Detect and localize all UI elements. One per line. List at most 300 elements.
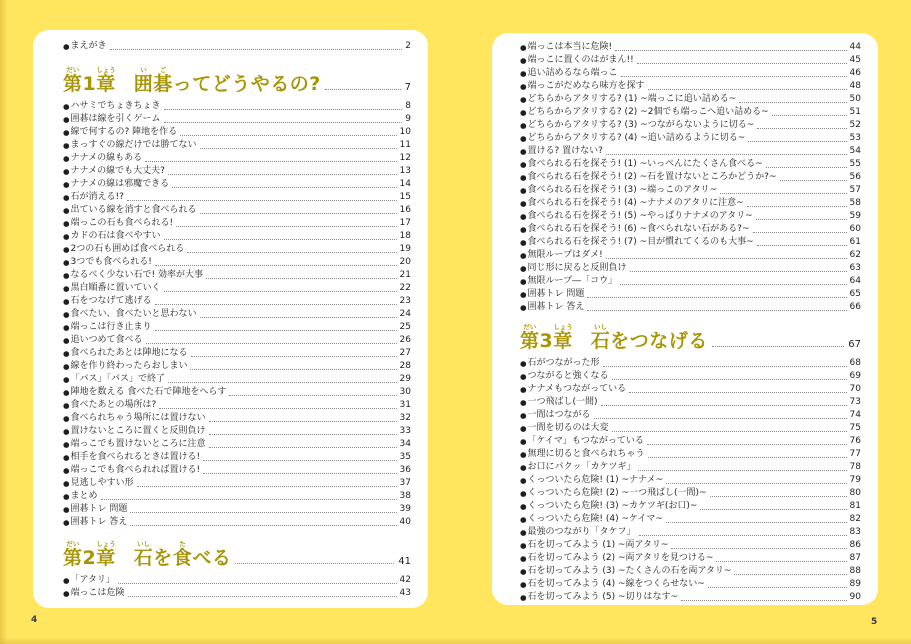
toc-entry-label: 囲碁トレ 問題 xyxy=(527,289,585,299)
bullet-icon: ● xyxy=(63,271,70,280)
bullet-icon: ● xyxy=(520,277,527,286)
toc-entry xyxy=(63,333,411,346)
bullet-icon: ● xyxy=(520,450,527,459)
bullet-icon: ● xyxy=(520,411,527,420)
toc-entry xyxy=(520,538,861,551)
dot-leader xyxy=(648,457,847,458)
dot-leader xyxy=(594,418,847,419)
toc-entry-label: 食べたい、食べたいと思わない xyxy=(70,309,197,319)
chapter-1-heading xyxy=(63,66,411,94)
toc-entry-page: 48 xyxy=(849,81,861,91)
bullet-icon: ● xyxy=(520,69,527,78)
toc-entry-page: 90 xyxy=(849,592,861,602)
toc-entry-label: 食べられる石を探そう! (2) ~石を置けないところかどうか?~ xyxy=(527,172,777,182)
toc-entry-label: 置ける? 置けない? xyxy=(527,146,603,156)
dot-leader xyxy=(629,392,846,393)
dot-leader xyxy=(647,444,847,445)
toc-entry-label: 食べられる石を探そう! (4) ~ナナメのアタリに注意~ xyxy=(527,198,744,208)
toc-entry-page: 54 xyxy=(849,146,861,156)
dot-leader xyxy=(766,167,847,168)
dot-leader xyxy=(187,252,396,253)
bullet-icon: ● xyxy=(63,414,70,423)
dot-leader xyxy=(753,232,847,233)
dot-leader xyxy=(110,49,403,50)
bullet-icon: ● xyxy=(520,121,527,130)
bullet-icon: ● xyxy=(63,154,70,163)
toc-entry-page: 20 xyxy=(399,257,411,267)
toc-entry xyxy=(520,590,861,603)
toc-entry xyxy=(63,424,411,437)
toc-entry-page: 25 xyxy=(399,322,411,332)
bullet-icon: ● xyxy=(63,518,70,527)
toc-entry-label: まとめ xyxy=(70,491,98,501)
dot-leader xyxy=(587,297,846,298)
toc-entry xyxy=(63,255,411,268)
toc-entry xyxy=(520,382,861,395)
toc-entry-page: 70 xyxy=(849,384,861,394)
bullet-icon: ● xyxy=(63,349,70,358)
toc-entry-page: 9 xyxy=(405,114,411,124)
dot-leader xyxy=(229,395,396,396)
toc-entry-label: 一間を切るのは大変 xyxy=(527,423,609,433)
toc-entry xyxy=(520,235,861,248)
toc-entry-label: お口にパクッ「カケツギ」 xyxy=(527,462,636,472)
bullet-icon: ● xyxy=(520,463,527,472)
toc-entry xyxy=(520,512,861,525)
toc-entry-page: 36 xyxy=(399,465,411,475)
toc-entry-page: 31 xyxy=(399,400,411,410)
bullet-icon: ● xyxy=(63,128,70,137)
toc-entry xyxy=(63,190,411,203)
toc-entry-front-matter xyxy=(63,39,411,52)
toc-entry xyxy=(63,99,411,112)
toc-entry-label: 線で何するの? 陣地を作る xyxy=(70,127,178,137)
dot-leader xyxy=(164,291,397,292)
toc-entry-page: 15 xyxy=(399,192,411,202)
toc-entry-label: 「アタリ」 xyxy=(70,575,115,585)
toc-entry-label: 食べられる石を探そう! (1) ~いっぺんにたくさん食べる~ xyxy=(527,159,763,169)
bullet-icon: ● xyxy=(520,385,527,394)
toc-entry xyxy=(520,460,861,473)
toc-entry-page: 59 xyxy=(849,211,861,221)
toc-entry-label: 囲碁トレ 答え xyxy=(70,517,128,527)
toc-entry xyxy=(63,216,411,229)
toc-entry xyxy=(520,118,861,131)
toc-entry xyxy=(520,157,861,170)
toc-entry-page: 8 xyxy=(405,101,411,111)
dot-leader xyxy=(128,596,397,597)
dot-leader xyxy=(603,366,847,367)
bullet-icon: ● xyxy=(520,502,527,511)
bullet-icon: ● xyxy=(63,284,70,293)
toc-entry-label: どちらからアタリする? (4) ~追い詰めるように切る~ xyxy=(527,133,746,143)
dot-leader xyxy=(637,63,847,64)
bullet-icon: ● xyxy=(520,225,527,234)
dot-leader xyxy=(203,460,396,461)
toc-entry-page: 23 xyxy=(399,296,411,306)
toc-entry-page: 21 xyxy=(399,270,411,280)
toc-entry-page: 66 xyxy=(849,302,861,312)
toc-entry-page: 87 xyxy=(849,553,861,563)
toc-entry xyxy=(63,515,411,528)
dot-leader xyxy=(137,486,397,487)
dot-leader xyxy=(146,343,397,344)
toc-entry xyxy=(63,437,411,450)
toc-entry-page: 22 xyxy=(399,283,411,293)
toc-entry xyxy=(520,486,861,499)
toc-entry-page: 60 xyxy=(849,224,861,234)
toc-entry-label: 石を切ってみよう (2) ~両アタリを見つける~ xyxy=(527,553,714,563)
dot-leader xyxy=(747,206,847,207)
toc-entry-label: 石を切ってみよう (5) ~切りはなす~ xyxy=(527,592,679,602)
dot-leader xyxy=(200,317,397,318)
bullet-icon: ● xyxy=(63,427,70,436)
bullet-icon: ● xyxy=(63,115,70,124)
toc-entry xyxy=(520,369,861,382)
chapter-2-page: 41 xyxy=(398,556,411,567)
chapter-3-number: だい 第 3 しょう 章 xyxy=(520,323,573,351)
chapter-3-entries xyxy=(520,356,861,603)
toc-entry-page: 10 xyxy=(399,127,411,137)
dot-leader xyxy=(200,148,397,149)
toc-entry-label: 出ている線を消すと食べられる xyxy=(70,205,197,215)
toc-entry xyxy=(63,268,411,281)
toc-entry-page: 50 xyxy=(849,94,861,104)
toc-entry-page: 13 xyxy=(399,166,411,176)
bullet-icon: ● xyxy=(63,297,70,306)
bullet-icon: ● xyxy=(63,180,70,189)
bullet-icon: ● xyxy=(520,515,527,524)
toc-entry-page: 33 xyxy=(399,426,411,436)
toc-entry-page: 79 xyxy=(849,475,861,485)
toc-entry-page: 69 xyxy=(849,371,861,381)
toc-entry-label: 石を切ってみよう (1) ~両アタリ~ xyxy=(527,540,669,550)
dot-leader xyxy=(190,369,396,370)
bullet-icon: ● xyxy=(63,245,70,254)
bullet-icon: ● xyxy=(520,82,527,91)
toc-entry xyxy=(63,398,411,411)
toc-entry xyxy=(63,203,411,216)
toc-entry xyxy=(63,450,411,463)
toc-entry-label: 端っこは行き止まり xyxy=(70,322,152,332)
dot-leader xyxy=(130,512,396,513)
toc-entry xyxy=(520,92,861,105)
dot-leader xyxy=(130,525,396,526)
toc-entry-page: 51 xyxy=(849,107,861,117)
dot-leader xyxy=(325,89,401,90)
toc-entry-label: どちらからアタリする? (3) ~つながらないように切る~ xyxy=(527,120,755,130)
dot-leader xyxy=(620,284,846,285)
bullet-icon: ● xyxy=(63,492,70,501)
dot-leader xyxy=(164,109,403,110)
bullet-icon: ● xyxy=(63,336,70,345)
toc-entry-page: 61 xyxy=(849,237,861,247)
bullet-icon: ● xyxy=(63,576,70,585)
toc-entry-page: 2 xyxy=(405,41,411,51)
toc-entry-page: 39 xyxy=(399,504,411,514)
toc-entry-page: 86 xyxy=(849,540,861,550)
toc-entry xyxy=(520,551,861,564)
dot-leader xyxy=(235,563,394,564)
dot-leader xyxy=(155,330,397,331)
bullet-icon: ● xyxy=(63,193,70,202)
toc-entry-label: 陣地を数える 食べた石で陣地をへらす xyxy=(70,387,227,397)
bullet-icon: ● xyxy=(520,186,527,195)
dot-leader xyxy=(191,356,397,357)
dot-leader xyxy=(209,434,397,435)
dot-leader xyxy=(712,346,844,347)
bullet-icon: ● xyxy=(63,258,70,267)
toc-entry-label: 囲碁は線を引くゲーム xyxy=(70,114,161,124)
bullet-icon: ● xyxy=(63,479,70,488)
dot-leader xyxy=(176,226,396,227)
toc-entry xyxy=(520,564,861,577)
toc-page-left xyxy=(33,30,428,608)
dot-leader xyxy=(209,421,397,422)
toc-entry xyxy=(520,170,861,183)
toc-entry-label: 石をつなげて逃げる xyxy=(70,296,152,306)
bullet-icon: ● xyxy=(520,541,527,550)
toc-entry-label: 食べられる石を探そう! (3) ~端っこのアタリ~ xyxy=(527,185,718,195)
dot-leader xyxy=(671,548,846,549)
toc-entry xyxy=(520,79,861,92)
toc-entry xyxy=(63,586,411,599)
toc-entry-page: 26 xyxy=(399,335,411,345)
toc-entry-page: 11 xyxy=(399,140,411,150)
dot-leader xyxy=(127,200,397,201)
bullet-icon: ● xyxy=(63,466,70,475)
chapter-2-title: いし 石 を た 食 べる xyxy=(133,540,232,568)
toc-entry-page: 17 xyxy=(399,218,411,228)
toc-entry-label: 食べたあとの場所は? xyxy=(70,400,157,410)
dot-leader xyxy=(203,473,396,474)
toc-entry-page: 28 xyxy=(399,361,411,371)
toc-entry xyxy=(520,40,861,53)
toc-entry-label: 「ケイマ」もつながっている xyxy=(527,436,644,446)
toc-entry-label: 石を切ってみよう (3) ~たくさんの石を両アタリ~ xyxy=(527,566,732,576)
toc-entry-page: 34 xyxy=(399,439,411,449)
bullet-icon: ● xyxy=(63,232,70,241)
dot-leader xyxy=(621,76,847,77)
bullet-icon: ● xyxy=(63,375,70,384)
toc-entry xyxy=(520,261,861,274)
bullet-icon: ● xyxy=(520,424,527,433)
toc-entry-label: つながると強くなる xyxy=(527,371,609,381)
dot-leader xyxy=(772,115,847,116)
dot-leader xyxy=(630,271,847,272)
bullet-icon: ● xyxy=(520,43,527,52)
toc-entry-label: くっついたら危険! (2) ~一つ飛ばし(一間)~ xyxy=(527,488,707,498)
dot-leader xyxy=(601,405,847,406)
toc-entry xyxy=(63,320,411,333)
dot-leader xyxy=(720,193,846,194)
dot-leader xyxy=(780,180,847,181)
toc-entry xyxy=(63,307,411,320)
bullet-icon: ● xyxy=(63,323,70,332)
dot-leader xyxy=(734,574,846,575)
toc-entry xyxy=(63,294,411,307)
dot-leader xyxy=(606,154,847,155)
toc-entry-label: 最強のつながり「タケフ」 xyxy=(527,527,636,537)
bullet-icon: ● xyxy=(520,56,527,65)
toc-entry xyxy=(520,222,861,235)
dot-leader xyxy=(209,447,397,448)
dot-leader xyxy=(757,128,846,129)
bullet-icon: ● xyxy=(520,567,527,576)
dot-leader xyxy=(155,265,397,266)
dot-leader xyxy=(172,187,396,188)
toc-page-right xyxy=(492,33,878,605)
bullet-icon: ● xyxy=(520,108,527,117)
scan-edge-left-shadow xyxy=(0,0,8,644)
dot-leader xyxy=(118,583,397,584)
toc-entry-label: まっすぐの線だけでは勝てない xyxy=(70,140,197,150)
chapter-2-entries-continued xyxy=(520,40,861,313)
toc-entry xyxy=(520,447,861,460)
dot-leader xyxy=(612,431,847,432)
toc-entry-page: 63 xyxy=(849,263,861,273)
toc-entry xyxy=(520,66,861,79)
dot-leader xyxy=(708,587,847,588)
bullet-icon: ● xyxy=(520,303,527,312)
dot-leader xyxy=(180,135,396,136)
toc-entry-label: 無限ループはダメ! xyxy=(527,250,603,260)
dot-leader xyxy=(639,535,847,536)
toc-entry-label: 石を切ってみよう (4) ~線をつくらせない~ xyxy=(527,579,705,589)
toc-entry xyxy=(63,346,411,359)
toc-entry-label: 同じ形に戻ると反則負け xyxy=(527,263,627,273)
dot-leader xyxy=(748,141,846,142)
chapter-1-page: 7 xyxy=(404,82,411,93)
toc-entry-page: 38 xyxy=(399,491,411,501)
toc-entry-page: 14 xyxy=(399,179,411,189)
bullet-icon: ● xyxy=(63,388,70,397)
toc-entry xyxy=(520,300,861,313)
toc-entry xyxy=(520,287,861,300)
toc-entry xyxy=(63,229,411,242)
dot-leader xyxy=(200,213,397,214)
toc-entry-page: 88 xyxy=(849,566,861,576)
bullet-icon: ● xyxy=(520,134,527,143)
toc-entry-label: 線を作り終わったらおしまい xyxy=(70,361,188,371)
bullet-icon: ● xyxy=(520,199,527,208)
dot-leader xyxy=(159,408,396,409)
toc-entry-label: 2つの石も囲めば食べられる xyxy=(70,244,185,254)
dot-leader xyxy=(101,499,397,500)
chapter-3-page: 67 xyxy=(848,339,861,350)
toc-entry-label: 端っこでも食べられれば置ける! xyxy=(70,465,201,475)
toc-entry-label: どちらからアタリする? (2) ~2個でも端っこへ追い詰める~ xyxy=(527,107,769,117)
toc-entry-label: 端っこは危険 xyxy=(70,588,125,598)
toc-entry-page: 62 xyxy=(849,250,861,260)
bullet-icon: ● xyxy=(520,476,527,485)
bullet-icon: ● xyxy=(63,453,70,462)
toc-entry xyxy=(63,164,411,177)
toc-entry xyxy=(63,411,411,424)
toc-entry-label: ナナメもつながっている xyxy=(527,384,627,394)
dot-leader xyxy=(710,496,847,497)
toc-entry-page: 30 xyxy=(399,387,411,397)
toc-entry xyxy=(63,138,411,151)
dot-leader xyxy=(168,174,397,175)
toc-entry-label: 囲碁トレ 答え xyxy=(527,302,585,312)
dot-leader xyxy=(756,219,847,220)
dot-leader xyxy=(587,310,846,311)
dot-leader xyxy=(606,258,847,259)
toc-entry xyxy=(520,395,861,408)
dot-leader xyxy=(206,278,397,279)
chapter-1-entries xyxy=(63,99,411,528)
bullet-icon: ● xyxy=(63,310,70,319)
toc-entry xyxy=(520,499,861,512)
dot-leader xyxy=(757,245,847,246)
toc-entry-page: 27 xyxy=(399,348,411,358)
toc-entry xyxy=(63,463,411,476)
toc-entry-label: 食べられる石を探そう! (7) ~目が慣れてくるのも大事~ xyxy=(527,237,754,247)
toc-entry-page: 64 xyxy=(849,276,861,286)
bullet-icon: ● xyxy=(520,95,527,104)
toc-entry-label: 無理に切ると食べられちゃう xyxy=(527,449,645,459)
toc-entry-page: 65 xyxy=(849,289,861,299)
dot-leader xyxy=(666,483,846,484)
chapter-1-number: だい 第 1 しょう 章 xyxy=(63,66,116,94)
toc-entry-page: 46 xyxy=(849,68,861,78)
toc-entry-label: 食べられたあとは陣地になる xyxy=(70,348,188,358)
toc-entry-label: 黒白順番に置いていく xyxy=(70,283,161,293)
bullet-icon: ● xyxy=(520,147,527,156)
toc-entry xyxy=(520,196,861,209)
toc-entry-page: 37 xyxy=(399,478,411,488)
bullet-icon: ● xyxy=(520,554,527,563)
folio-page-number-right: 5 xyxy=(871,617,878,627)
bullet-icon: ● xyxy=(63,206,70,215)
toc-entry xyxy=(520,408,861,421)
toc-entry-page: 68 xyxy=(849,358,861,368)
toc-entry xyxy=(63,476,411,489)
toc-entry-label: ナナメの線もある xyxy=(70,153,143,163)
bullet-icon: ● xyxy=(63,42,70,51)
bullet-icon: ● xyxy=(63,589,70,598)
toc-entry xyxy=(63,112,411,125)
toc-entry xyxy=(63,177,411,190)
toc-entry-page: 56 xyxy=(849,172,861,182)
toc-entry-label: 食べられる石を探そう! (6) ~食べられない石がある?~ xyxy=(527,224,750,234)
toc-entry-page: 24 xyxy=(399,309,411,319)
toc-entry-page: 40 xyxy=(399,517,411,527)
toc-entry-page: 57 xyxy=(849,185,861,195)
toc-entry xyxy=(63,125,411,138)
toc-entry-label: 食べられる石を探そう! (5) ~やっぱりナナメのアタリ~ xyxy=(527,211,753,221)
toc-entry-label: ナナメの線は邪魔できる xyxy=(70,179,170,189)
chapter-1-title: い 囲 ご 碁 ってどうやるの? xyxy=(133,66,321,94)
dot-leader xyxy=(145,161,396,162)
toc-entry-page: 80 xyxy=(849,488,861,498)
toc-entry-label: 相手を食べられるときは置ける! xyxy=(70,452,201,462)
bullet-icon: ● xyxy=(520,238,527,247)
toc-entry-page: 74 xyxy=(849,410,861,420)
folio-page-number-left: 4 xyxy=(31,615,38,625)
toc-entry-label: 無限ループ―「コウ」 xyxy=(527,276,618,286)
toc-entry-label: くっついたら危険! (4) ~ケイマ~ xyxy=(527,514,663,524)
toc-entry-page: 82 xyxy=(849,514,861,524)
toc-entry-page: 53 xyxy=(849,133,861,143)
bullet-icon: ● xyxy=(520,212,527,221)
dot-leader xyxy=(638,470,846,471)
toc-entry xyxy=(520,105,861,118)
toc-entry-label: 見逃しやすい形 xyxy=(70,478,134,488)
toc-entry xyxy=(520,144,861,157)
dot-leader xyxy=(666,522,847,523)
